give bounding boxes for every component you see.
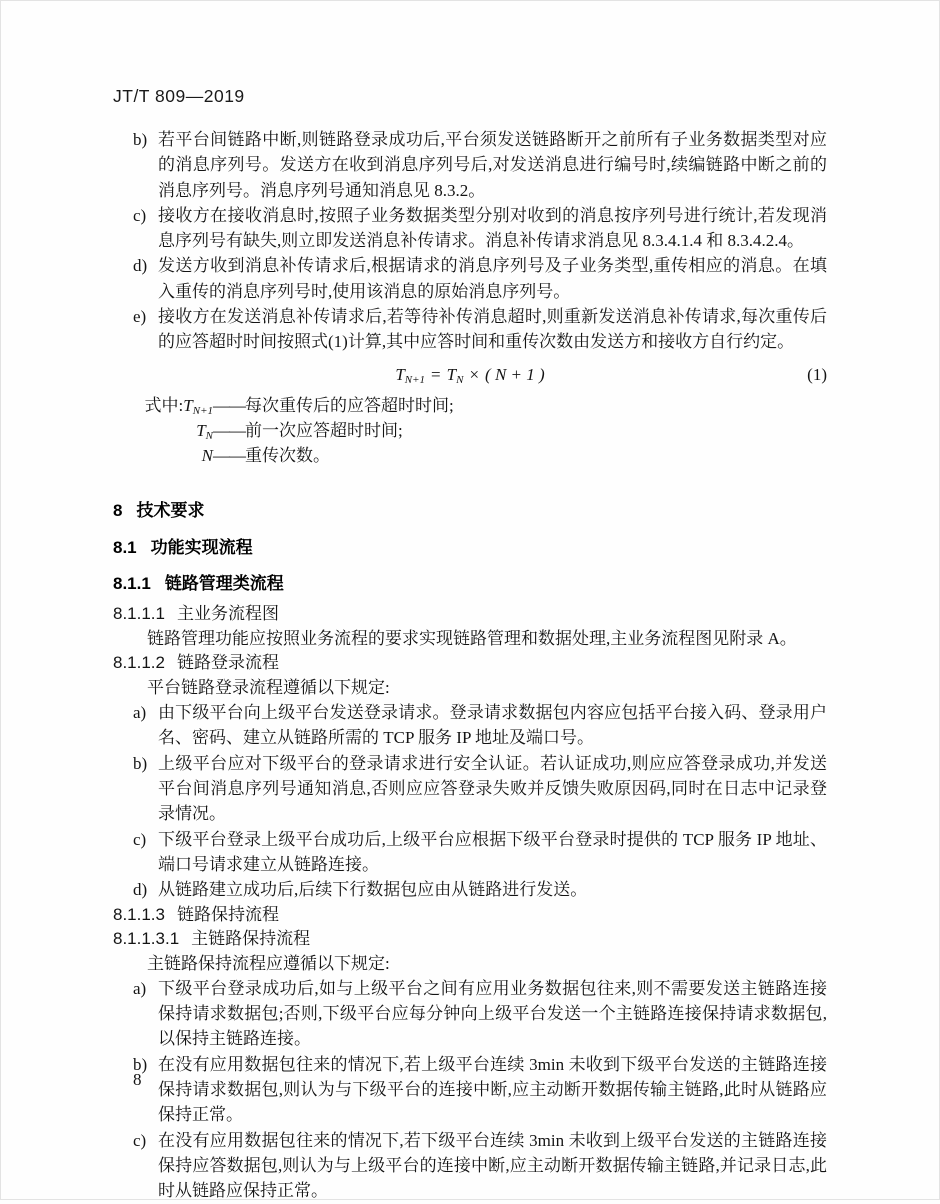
paragraph-8-1-1-1: 链路管理功能应按照业务流程的要求实现链路管理和数据处理,主业务流程图见附录 A。 bbox=[147, 628, 797, 648]
list-item-text: 下级平台登录成功后,如与上级平台之间有应用业务数据包往来,则不需要发送主链路连接保持请求数据包;否则,下级平台应每分钟向上级平台发送一个主链路连接保持请求数据包,以保持主链路连接。 bbox=[158, 978, 827, 1049]
list-item bbox=[113, 700, 827, 751]
keepalive-procedure-list bbox=[113, 976, 827, 1204]
where-desc: 每次重传后的应答超时时间; bbox=[245, 395, 454, 415]
heading-8-1-1-3: 8.1.1.3 链路保持流程 bbox=[113, 904, 279, 924]
where-desc: 重传次数。 bbox=[245, 446, 330, 466]
paragraph-8-1-1-2-intro: 平台链路登录流程遵循以下规定: bbox=[147, 677, 390, 697]
where-row bbox=[113, 393, 827, 418]
list-item-label: b) bbox=[133, 1054, 148, 1074]
list-item bbox=[113, 1128, 827, 1204]
list-item-label: c) bbox=[133, 1130, 147, 1150]
login-procedure-list bbox=[113, 700, 827, 902]
list-item-label: d) bbox=[133, 880, 148, 900]
list-item-text: 发送方收到消息补传请求后,根据请求的消息序列号及子业务类型,重传相应的消息。在填入重传的消息序列号时,使用该消息的原始消息序列号。 bbox=[158, 256, 827, 301]
list-item bbox=[113, 253, 827, 304]
formula-expression: $T_{N+1} = T_N$ × ( N + 1 ) bbox=[395, 364, 545, 386]
formula-retry-timeout bbox=[113, 362, 827, 388]
where-term: N bbox=[201, 446, 213, 466]
list-item-label: c) bbox=[133, 829, 147, 849]
paragraph-8-1-1-3-1-intro: 主链路保持流程应遵循以下规定: bbox=[147, 953, 390, 973]
list-item bbox=[113, 203, 827, 254]
list-item bbox=[113, 976, 827, 1052]
list-item bbox=[113, 877, 827, 902]
list-item-label: a) bbox=[133, 978, 147, 998]
list-item-label: a) bbox=[133, 703, 147, 723]
heading-8-1-1-3-1: 8.1.1.3.1 主链路保持流程 bbox=[113, 928, 311, 948]
heading-8-1-1-2: 8.1.1.2 链路登录流程 bbox=[113, 652, 279, 672]
list-item-text: 在没有应用数据包往来的情况下,若上级平台连续 3min 未收到下级平台发送的主链路连接保持请求数据包,则认为与下级平台的连接中断,应主动断开数据传输主链路,此时从链路应保持正常。 bbox=[158, 1054, 827, 1125]
list-item bbox=[113, 751, 827, 827]
page-content bbox=[113, 86, 827, 1204]
list-item-text: 上级平台应对下级平台的登录请求进行安全认证。若认证成功,则应应答登录成功,并发送平台间消息序列号通知消息,否则应应答登录失败并反馈失败原因码,同时在日志中记录登录情况。 bbox=[158, 753, 827, 824]
page-number: 8 bbox=[133, 1070, 142, 1089]
list-item-text: 从链路建立成功后,后续下行数据包应由从链路进行发送。 bbox=[158, 880, 588, 900]
where-term: 式中$:T_{N+1}$ bbox=[144, 395, 213, 417]
where-dash: —— bbox=[213, 395, 245, 415]
where-term: $T_N$ bbox=[196, 420, 213, 442]
list-item-label: b) bbox=[133, 753, 148, 773]
message-sequence-list bbox=[113, 127, 827, 355]
list-item bbox=[113, 127, 827, 203]
list-item-text: 接收方在发送消息补传请求后,若等待补传消息超时,则重新发送消息补传请求,每次重传后的应答超时时间按照式(1)计算,其中应答时间和重传次数由发送方和接收方自行约定。 bbox=[158, 307, 827, 352]
formula-number: (1) bbox=[807, 364, 827, 384]
where-desc: 前一次应答超时时间; bbox=[245, 420, 403, 440]
heading-8-1: 8.1 功能实现流程 bbox=[113, 537, 253, 557]
heading-8-1-1-1: 8.1.1.1 主业务流程图 bbox=[113, 603, 279, 623]
heading-8: 8 技术要求 bbox=[113, 500, 205, 520]
list-item-label: b) bbox=[133, 130, 148, 149]
list-item-text: 下级平台登录上级平台成功后,上级平台应根据下级平台登录时提供的 TCP 服务 IP 地址、端口号请求建立从链路连接。 bbox=[158, 829, 827, 874]
formula-where-block bbox=[113, 393, 827, 469]
where-dash: —— bbox=[213, 420, 245, 440]
list-item-label: c) bbox=[133, 205, 147, 225]
heading-8-1-1: 8.1.1 链路管理类流程 bbox=[113, 573, 284, 593]
where-dash: —— bbox=[213, 446, 245, 466]
list-item bbox=[113, 304, 827, 355]
list-item bbox=[113, 1052, 827, 1128]
list-item-text: 由下级平台向上级平台发送登录请求。登录请求数据包内容应包括平台接入码、登录用户名、密码、建立从链路所需的 TCP 服务 IP 地址及端口号。 bbox=[158, 703, 827, 748]
list-item bbox=[113, 827, 827, 878]
where-row bbox=[113, 443, 827, 468]
where-row bbox=[113, 418, 827, 443]
list-item-label: e) bbox=[133, 307, 147, 327]
list-item-text: 接收方在接收消息时,按照子业务数据类型分别对收到的消息按序列号进行统计,若发现消息序列号有缺失,则立即发送消息补传请求。消息补传请求消息见 8.3.4.1.4 和 8.3.4.2.4。 bbox=[158, 205, 827, 251]
standard-code-header: JT/T 809—2019 bbox=[113, 86, 245, 106]
list-item-text: 若平台间链路中断,则链路登录成功后,平台须发送链路断开之前所有子业务数据类型对应的消息序列号。发送方在收到消息序列号后,对发送消息进行编号时,续编链路中断之前的消息序列号。消息序列号通知消息见 8.3.2。 bbox=[158, 130, 827, 200]
list-item-text: 在没有应用数据包往来的情况下,若下级平台连续 3min 未收到上级平台发送的主链路连接保持应答数据包,则认为与上级平台的连接中断,应主动断开数据传输主链路,并记录日志,此时从链路应保持正常。 bbox=[158, 1130, 827, 1201]
list-item-label: d) bbox=[133, 256, 148, 276]
